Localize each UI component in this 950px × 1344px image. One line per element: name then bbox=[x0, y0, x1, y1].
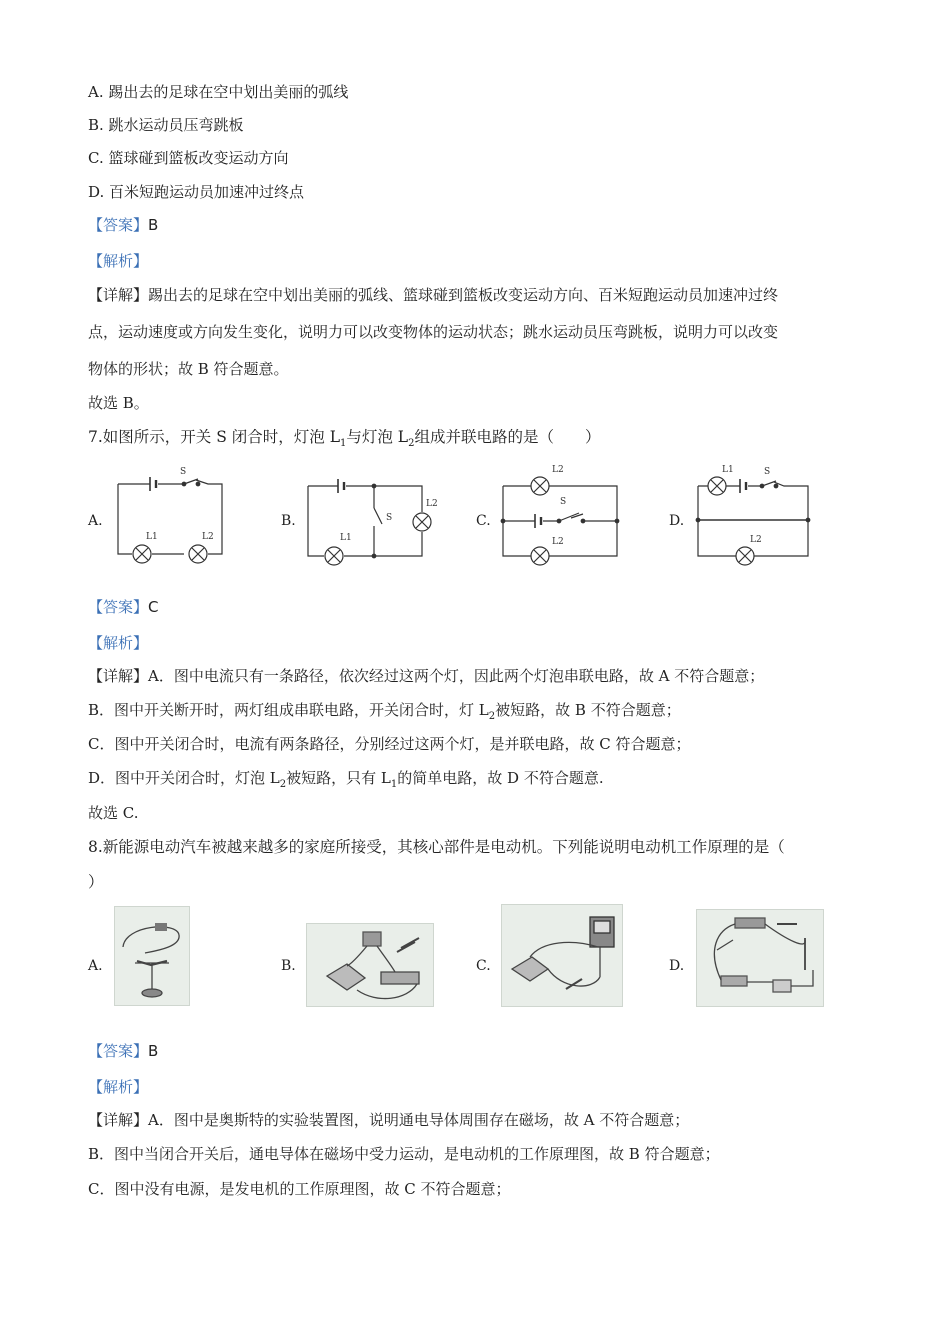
lamp-label: L1 bbox=[340, 533, 352, 543]
stem-sub: 1 bbox=[339, 438, 347, 450]
q8-detail-a bbox=[88, 1110, 689, 1130]
detail-sub: 2 bbox=[488, 711, 496, 722]
analysis-label: 【解析】 bbox=[88, 1078, 149, 1096]
q8-analysis-label bbox=[88, 1077, 148, 1097]
q7-fig-label-a: A. bbox=[88, 513, 103, 529]
stem-part: 组成并联电路的是（ ） bbox=[414, 428, 601, 446]
q8-photo-c bbox=[501, 904, 623, 1007]
lamp-label: L2 bbox=[552, 537, 564, 547]
lamp-label: L1 bbox=[146, 532, 158, 542]
q6-analysis-label bbox=[88, 251, 148, 271]
q7-detail-b bbox=[88, 700, 681, 727]
q8-fig-label-b: B. bbox=[281, 958, 296, 974]
q7-detail-d bbox=[88, 768, 604, 795]
q6-conclusion: 故选 B。 bbox=[88, 394, 149, 412]
analysis-label: 【解析】 bbox=[88, 634, 149, 652]
stem-part: 7.如图所示，开关 S 闭合时，灯泡 L bbox=[88, 428, 340, 446]
detail-label: 【详解】 bbox=[88, 286, 149, 304]
detail-label: 【详解】 bbox=[88, 1111, 149, 1129]
q6-detail-line-1 bbox=[88, 285, 778, 305]
q8-fig-label-a: A. bbox=[88, 958, 103, 974]
answer-label: 【答案】 bbox=[88, 1042, 149, 1060]
detail-text: D．图中开关闭合时，灯泡 L bbox=[88, 769, 280, 787]
q6-option-d: D. 百米短跑运动员加速冲过终点 bbox=[88, 183, 305, 201]
lamp-label: L2 bbox=[552, 465, 564, 475]
q8-photo-d bbox=[696, 909, 824, 1007]
q6-option-a: A. 踢出去的足球在空中划出美丽的弧线 bbox=[88, 83, 349, 101]
answer-label: 【答案】 bbox=[88, 216, 149, 234]
q8-answer bbox=[88, 1041, 158, 1061]
detail-text: A．图中是奥斯特的实验装置图，说明通电导体周围存在磁场，故 A 不符合题意； bbox=[148, 1111, 690, 1129]
lamp-label: L2 bbox=[750, 535, 762, 545]
switch-label: S bbox=[180, 467, 187, 477]
lamp-label: L2 bbox=[426, 499, 438, 509]
detail-text: 踢出去的足球在空中划出美丽的弧线、篮球碰到篮板改变运动方向、百米短跑运动员加速冲过终 bbox=[148, 286, 779, 304]
switch-label: S bbox=[764, 467, 771, 477]
answer-value: C bbox=[148, 598, 159, 616]
q7-conclusion: 故选 C. bbox=[88, 804, 139, 822]
q7-fig-label-b: B. bbox=[281, 513, 296, 529]
q7-detail-c: C．图中开关闭合时，电流有两条路径，分别经过这两个灯，是并联电路，故 C 符合题意； bbox=[88, 735, 691, 753]
detail-text: A．图中电流只有一条路径，依次经过这两个灯，因此两个灯泡串联电路，故 A 不符合题意； bbox=[148, 667, 765, 685]
q6-answer bbox=[88, 215, 158, 235]
q7-circuit-c bbox=[497, 458, 627, 570]
detail-text: B．图中开关断开时，两灯组成串联电路，开关闭合时，灯 L bbox=[88, 701, 489, 719]
detail-text: 的简单电路，故 D 不符合题意. bbox=[397, 769, 604, 787]
q8-photo-b bbox=[306, 923, 434, 1007]
q8-fig-label-c: C. bbox=[476, 958, 491, 974]
q8-stem-line-2: ） bbox=[88, 873, 104, 891]
q8-detail-c: C．图中没有电源，是发电机的工作原理图，故 C 不符合题意； bbox=[88, 1180, 511, 1198]
stem-sub: 2 bbox=[408, 438, 415, 450]
lamp-label: L1 bbox=[722, 465, 734, 475]
q8-photo-a bbox=[114, 906, 190, 1006]
q7-circuit-d bbox=[692, 458, 818, 570]
q6-option-c: C. 篮球碰到篮板改变运动方向 bbox=[88, 149, 289, 167]
q7-fig-label-d: D. bbox=[669, 513, 685, 529]
q7-circuit-b bbox=[302, 468, 438, 568]
detail-text: 被短路，只有 L bbox=[286, 769, 391, 787]
q7-detail-a bbox=[88, 666, 764, 686]
q6-detail-line-2: 点，运动速度或方向发生变化，说明力可以改变物体的运动状态；跳水运动员压弯跳板，说明力可以改变 bbox=[88, 323, 779, 341]
detail-text: 被短路，故 B 不符合题意； bbox=[495, 701, 681, 719]
detail-label: 【详解】 bbox=[88, 667, 149, 685]
detail-sub: 1 bbox=[390, 779, 398, 790]
answer-value: B bbox=[148, 1042, 159, 1060]
stem-part: 与灯泡 L bbox=[346, 428, 409, 446]
answer-value: B bbox=[148, 216, 159, 234]
q7-circuit-a bbox=[110, 462, 230, 572]
q8-fig-label-d: D. bbox=[669, 958, 685, 974]
switch-label: S bbox=[560, 497, 567, 507]
switch-label: S bbox=[386, 513, 393, 523]
answer-label: 【答案】 bbox=[88, 598, 149, 616]
q7-analysis-label bbox=[88, 633, 148, 653]
lamp-label: L2 bbox=[202, 532, 214, 542]
detail-sub: 2 bbox=[279, 779, 287, 790]
q7-answer bbox=[88, 597, 159, 617]
q8-detail-b: B．图中当闭合开关后，通电导体在磁场中受力运动，是电动机的工作原理图，故 B 符合题意； bbox=[88, 1145, 720, 1163]
q8-stem-line-1: 8.新能源电动汽车被越来越多的家庭所接受，其核心部件是电动机。下列能说明电动机工作原理的是（ bbox=[88, 838, 785, 856]
q6-detail-line-3: 物体的形状；故 B 符合题意。 bbox=[88, 360, 289, 378]
analysis-label: 【解析】 bbox=[88, 252, 149, 270]
q7-fig-label-c: C. bbox=[476, 513, 491, 529]
q7-stem bbox=[88, 427, 600, 454]
q6-option-b: B. 跳水运动员压弯跳板 bbox=[88, 116, 244, 134]
